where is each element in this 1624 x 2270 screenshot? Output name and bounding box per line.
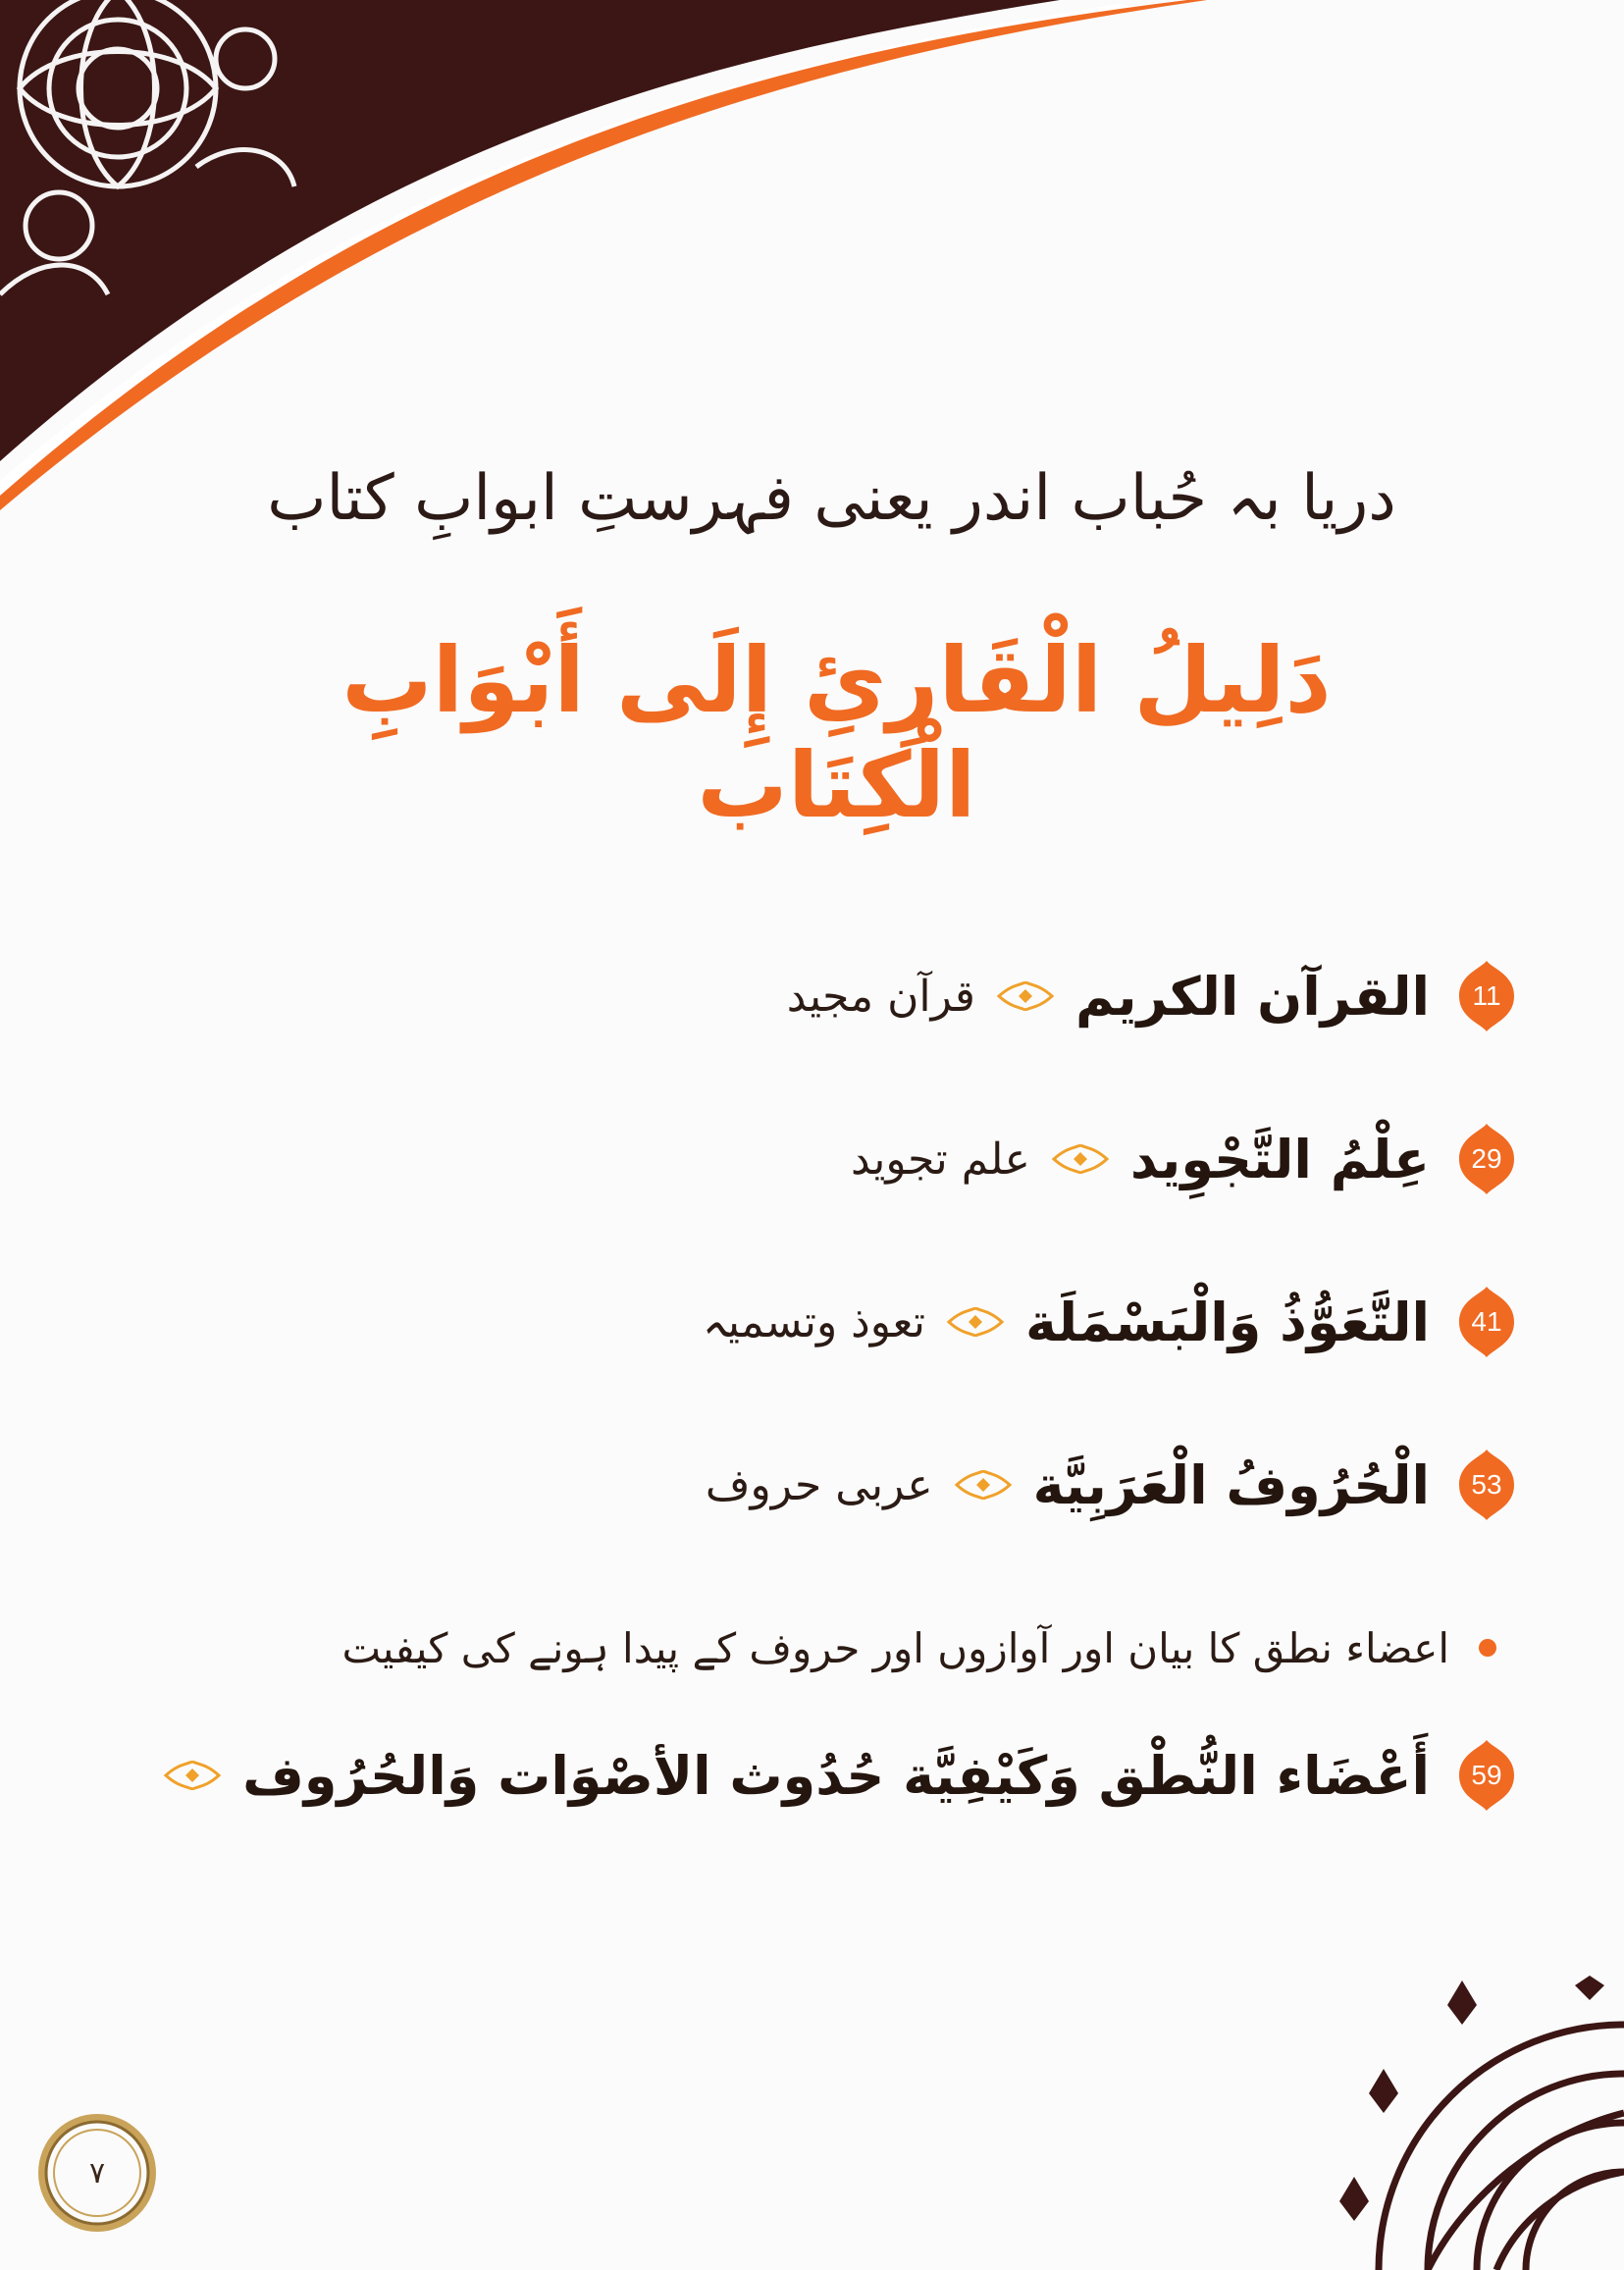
toc-arabic-title: عِلْمُ التَّجْوِيد (1129, 1128, 1430, 1190)
page-title: دَلِيلُ الْقَارِئِ إِلَى أَبْوَابِ الْكِتَاب (341, 628, 1332, 838)
toc-entry[interactable] (162, 1268, 1516, 1376)
page-badge-icon (1457, 1122, 1516, 1196)
toc-urdu-title: علم تجوید (851, 1134, 1030, 1185)
toc-page-number: 59 (1471, 1760, 1502, 1790)
page-subtitle: دریا بہ حُباب اندر یعنی فہرستِ ابوابِ کتاب (267, 462, 1396, 535)
toc-arabic-title: الْحُرُوفُ الْعَرَبِيَّة (1032, 1453, 1430, 1516)
page-number: ٧ (88, 2155, 106, 2191)
diamond-separator-icon (997, 981, 1054, 1011)
page-badge-icon (1457, 1448, 1516, 1522)
toc-page-number: 29 (1471, 1143, 1502, 1174)
toc-urdu-title: عربی حروف (705, 1459, 933, 1510)
toc-entry[interactable] (162, 942, 1516, 1050)
toc-arabic-title: القرآن الكريم (1074, 965, 1430, 1028)
toc-arabic-title: أَعْضَاء النُّطْق وَكَيْفِيَّة حُدُوث الأصْوَات وَالحُرُوف (242, 1744, 1430, 1807)
page-badge-icon (1457, 959, 1516, 1033)
diamond-separator-icon (1052, 1144, 1109, 1174)
toc-arabic-title: التَّعَوُّذُ وَالْبَسْمَلَة (1024, 1291, 1430, 1353)
page-badge-icon (1457, 1285, 1516, 1359)
toc-page-number: 11 (1472, 980, 1501, 1011)
toc-entry[interactable] (162, 1431, 1516, 1539)
page-badge-icon (1457, 1738, 1516, 1813)
toc-page-number: 41 (1471, 1306, 1502, 1337)
corner-ornament-icon (0, 0, 1624, 510)
toc-urdu-title: تعوذ وتسمیہ (702, 1296, 925, 1347)
table-of-contents (162, 942, 1516, 1884)
corner-ornament-icon (1330, 1976, 1624, 2270)
toc-entry[interactable] (162, 1105, 1516, 1213)
toc-bullet-text: اعضاء نطق کا بیان اور آوازوں اور حروف کے پیدا ہونے کی کیفیت (341, 1623, 1449, 1672)
diamond-separator-icon (164, 1761, 221, 1790)
toc-bullet-line (162, 1594, 1516, 1702)
page-medal-icon (35, 2111, 159, 2235)
toc-page-number: 53 (1471, 1469, 1502, 1500)
toc-urdu-title: قرآن مجید (786, 971, 975, 1022)
diamond-separator-icon (955, 1470, 1012, 1500)
bullet-dot-icon (1479, 1639, 1496, 1657)
toc-entry[interactable] (162, 1721, 1516, 1829)
diamond-separator-icon (947, 1307, 1004, 1337)
